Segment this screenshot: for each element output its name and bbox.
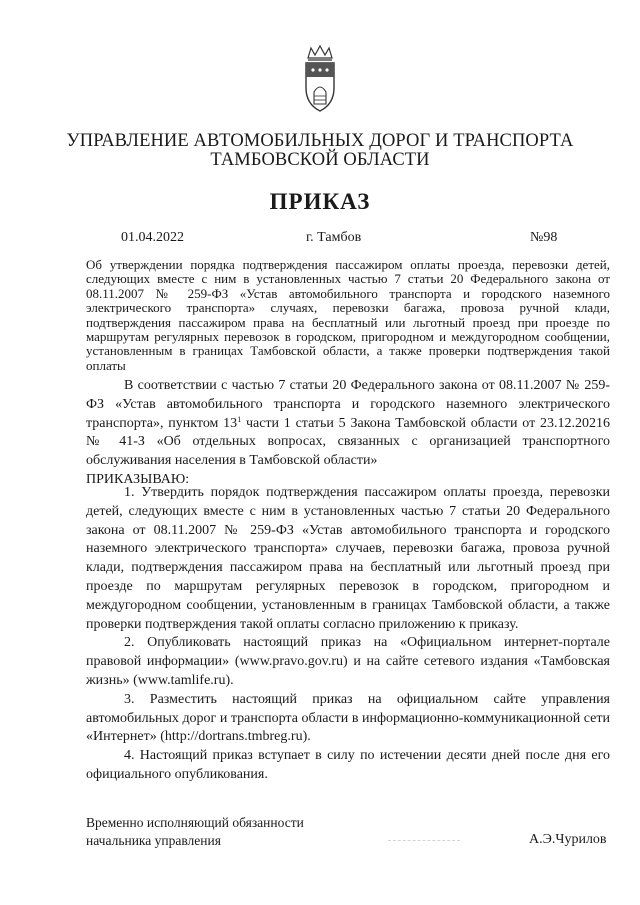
order-word: ПРИКАЗЫВАЮ:	[86, 471, 190, 487]
document-subject: Об утверждении порядка подтверждения пассажиром оплаты проезда, перевозки детей, следующих вместе с ним в установленных частью 7 статьи 20 Федерального закона от 08.11.2007 № 259-ФЗ «Устав автомобильного транспорта и городского наземного электрического транспорта» случаях, перевозки багажа, провоза ручной клади, подтверждения пассажиром права на бесплатный или льготный проезд при проезде по маршрутам регулярных перевозок в городском, пригородном и междугородном сообщении, установленным в границах Тамбовской области, а также проверки подтверждения такой оплаты	[86, 257, 610, 373]
document-date: 01.04.2022	[121, 230, 184, 245]
coat-of-arms-icon	[302, 44, 338, 114]
preamble-part2: части 1 статьи 5 Закона Тамбовской области от 23.12.20216 № 41-З «Об отдельных вопросах, связанных с организацией транспортного обслуживания населения в Тамбовской области»	[86, 415, 610, 469]
organization-name-line2: ТАМБОВСКОЙ ОБЛАСТИ	[210, 150, 430, 170]
organization-name-line1: УПРАВЛЕНИЕ АВТОМОБИЛЬНЫХ ДОРОГ И ТРАНСПОРТА	[66, 131, 574, 151]
signatory-name: А.Э.Чурилов	[529, 832, 607, 847]
preamble-paragraph	[86, 377, 610, 471]
order-item-3: 3. Разместить настоящий приказ на официальном сайте управления автомобильных дорог и транспорта области в информационно-коммуникационной сети «Интернет» (http://dortrans.tmbreg.ru).	[86, 691, 610, 745]
document-number: №98	[530, 230, 558, 245]
order-item-4: 4. Настоящий приказ вступает в силу по истечении десяти дней после дня его официального опубликования.	[86, 748, 610, 782]
preamble-superscript: 1	[237, 414, 242, 424]
document-type: ПРИКАЗ	[269, 189, 371, 214]
order-item-1: 1. Утвердить порядок подтверждения пассажиром оплаты проезда, перевозки детей, следующих вместе с ним в установленных частью 7 статьи 20 Федерального закона от 08.11.2007 № 259-ФЗ «Устав автомобильного транспорта и городского наземного электрического транспорта» случаев, перевозки багажа, провоза ручной клади, подтверждения пассажиром права на бесплатный или льготный проезд при проезде по маршрутам регулярных перевозок в городском, пригородном и междугородном сообщении, установленным в границах Тамбовской области, а также проверки подтверждения такой оплаты согласно приложению к приказу.	[86, 485, 610, 632]
signatory-position-line1: Временно исполняющий обязанности	[86, 815, 304, 830]
order-item-2: 2. Опубликовать настоящий приказ на «Официальном интернет-портале правовой информации» (www.pravo.gov.ru) и на сайте сетевого издания «Тамбовская жизнь» (www.tamlife.ru).	[86, 635, 610, 688]
handwritten-signature	[388, 840, 460, 845]
preamble-part1: В соответствии с частью 7 статьи 20 Федерального закона от 08.11.2007 № 259-ФЗ «Устав автомобильного транспорта и городского наземного электрического транспорта», пунктом 13	[86, 378, 610, 431]
signatory-position-line2: начальника управления	[86, 833, 221, 848]
order-items	[86, 484, 610, 785]
preamble	[86, 377, 610, 490]
document-city: г. Тамбов	[306, 230, 362, 245]
